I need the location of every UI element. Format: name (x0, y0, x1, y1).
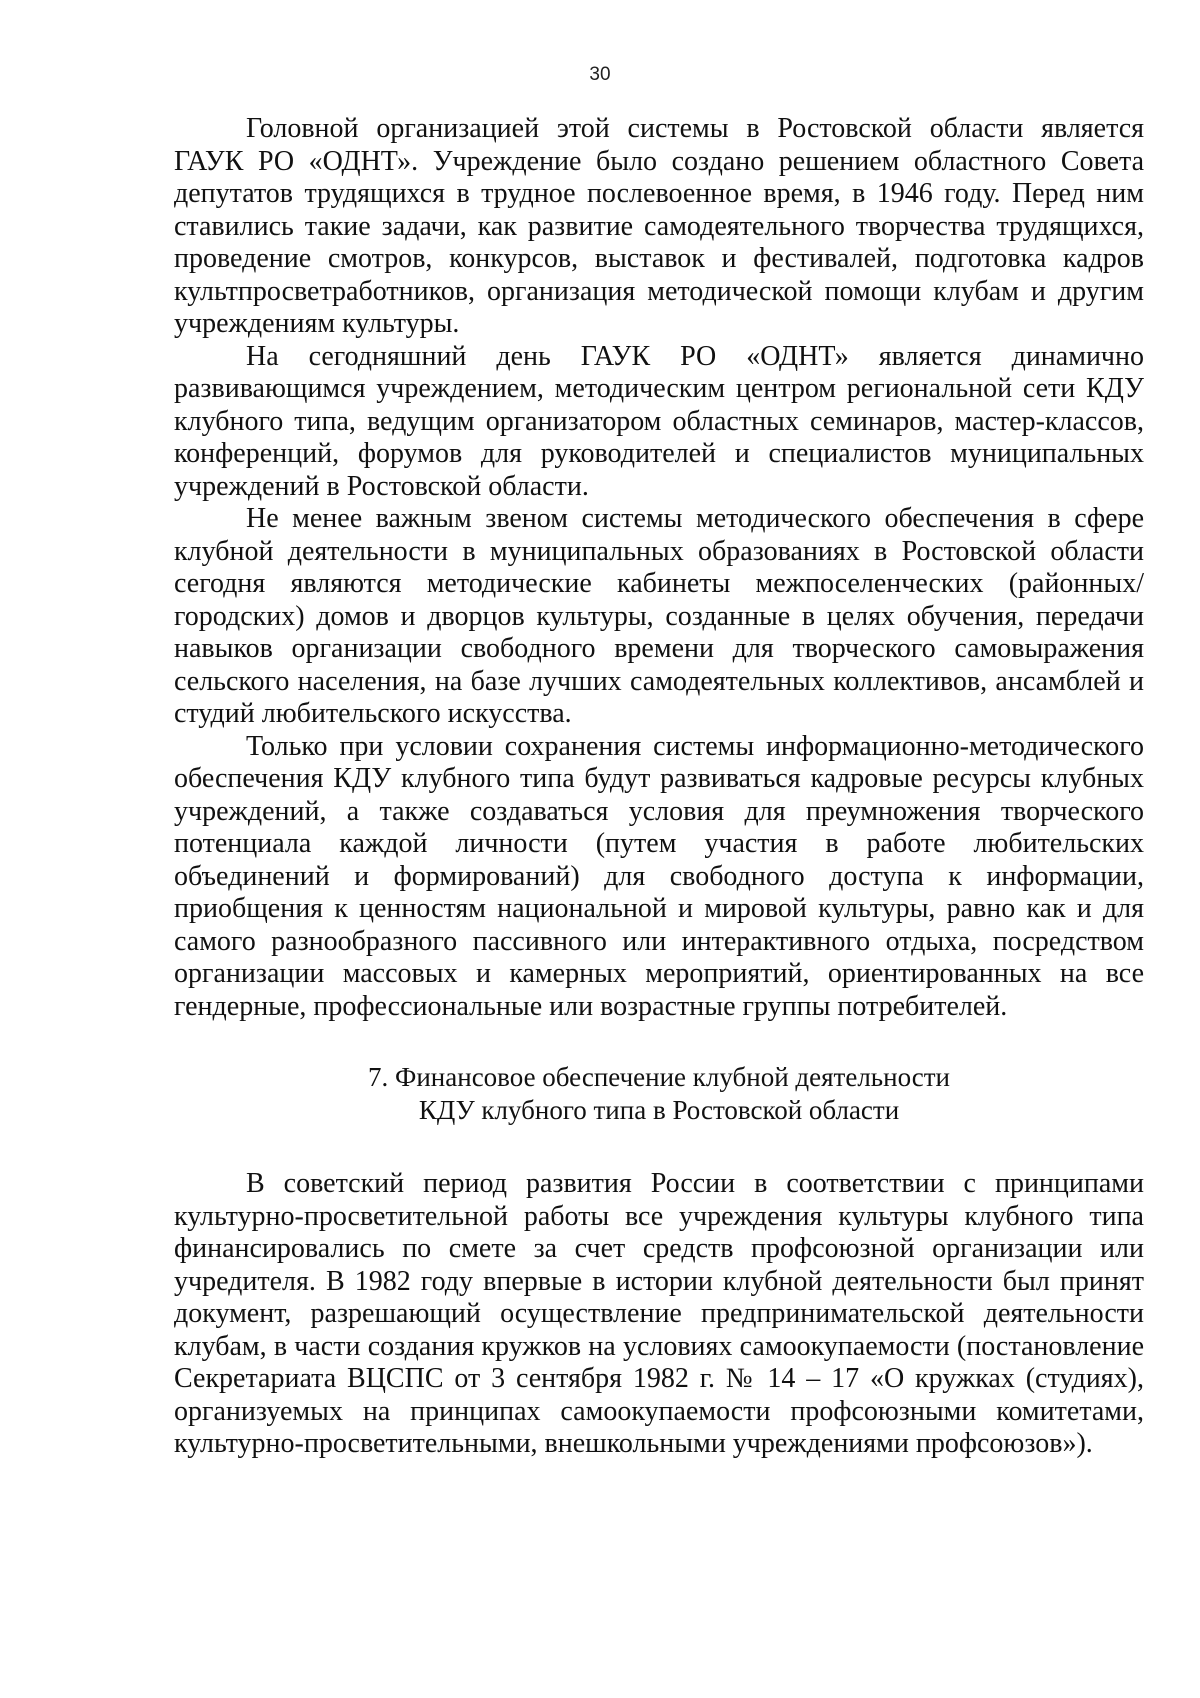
paragraph-odnt-today: На сегодняшний день ГАУК РО «ОДНТ» является динамично развивающимся учреждением, методическим центром региональной сети КДУ клубного типа, ведущим организатором областных семинаров, мастер-классов, конференций, форумов для руководителей и специалистов муниципальных учреждений в Ростовской области. (174, 340, 1144, 502)
section-heading (174, 1061, 1144, 1126)
section-heading-line-1: 7. Финансовое обеспечение клубной деятельности (368, 1062, 950, 1092)
document-body (174, 113, 1144, 1461)
paragraph-soviet-financing: В советский период развития России в соответствии с принципами культурно-просветительной работы все учреждения культуры клубного типа финансировались по смете за счет средств профсоюзной организации или учредителя. В 1982 году впервые в истории клубной деятельности был принят документ, разрешающий осуществление предпринимательской деятельности клубам, в части создания кружков на условиях самоокупаемости (постановление Секретариата ВЦСПС от 3 сентября 1982 г. № 14 – 17 «О кружках (студиях), организуемых на принципах самоокупаемости профсоюзными комитетами, культурно-просветительными, внешкольными учреждениями профсоюзов»). (174, 1168, 1144, 1459)
paragraph-information-support: Только при условии сохранения системы информационно-методического обеспечения КДУ клубного типа будут развиваться кадровые ресурсы клубных учреждений, а также создаваться условия для преумножения творческого потенциала каждой личности (путем участия в работе любительских объединений и формирований) для свободного доступа к информации, приобщения к ценностям национальной и мировой культуры, равно как и для самого разнообразного пассивного или интерактивного отдыха, посредством организации массовых и камерных мероприятий, ориентированных на все гендерные, профессиональные или возрастные группы потребителей. (174, 730, 1144, 1022)
section-heading-line-2: КДУ клубного типа в Ростовской области (418, 1094, 900, 1125)
page-number: 30 (589, 64, 611, 85)
paragraph-head-organization: Головной организацией этой системы в Ростовской области является ГАУК РО «ОДНТ». Учреждение было создано решением областного Совета депутатов трудящихся в трудное послевоенное время, в 1946 году. Перед ним ставились такие задачи, как развитие самодеятельного творчества трудящихся, проведение смотров, конкурсов, выставок и фестивалей, подготовка кадров культпросветработников, организация методической помощи клубам и другим учреждениям культуры. (174, 113, 1144, 339)
paragraph-methodical-cabinets: Не менее важным звеном системы методического обеспечения в сфере клубной деятельности в муниципальных образованиях в Ростовской области сегодня являются методические кабинеты межпоселенческих (районных/городских) домов и дворцов культуры, созданные в целях обучения, передачи навыков организации свободного времени для творческого самовыражения сельского населения, на базе лучших самодеятельных коллективов, ансамблей и студий любительского искусства. (174, 503, 1144, 729)
